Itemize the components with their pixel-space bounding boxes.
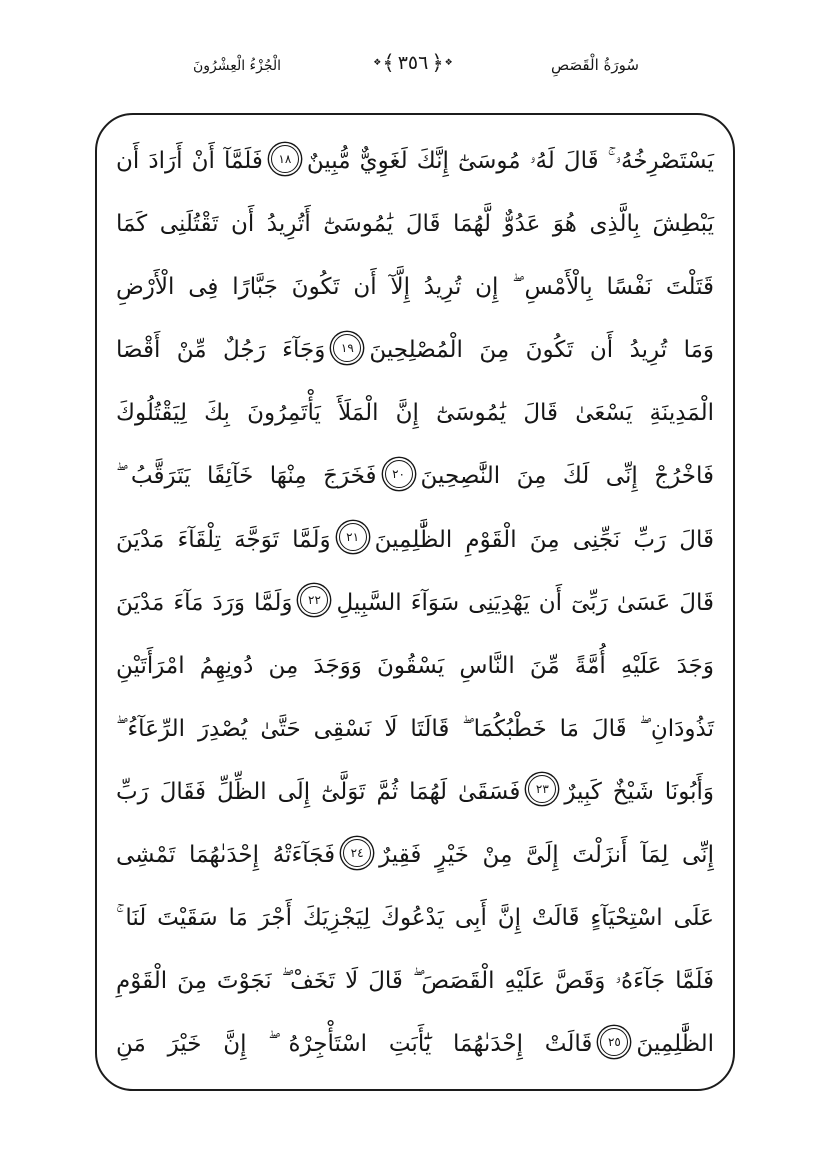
quran-text-segment: فَخَرَجَ مِنْهَا خَآئِفًا يَتَرَقَّبُ ۖ	[116, 463, 377, 490]
quran-line	[116, 1013, 714, 1076]
quran-text-segment: عَلَى اسْتِحْيَآءٍ قَالَتْ إِنَّ أَبِى يَدْعُوكَ لِيَجْزِيَكَ أَجْرَ مَا سَقَيْتَ لَنَا ۚ	[116, 905, 714, 932]
quran-line	[116, 761, 714, 824]
quran-text-segment: وَمَا تُرِيدُ أَن تَكُونَ مِنَ الْمُصْلِحِينَ	[369, 337, 714, 364]
page-number	[373, 52, 452, 74]
quran-line	[116, 887, 714, 950]
quran-text-segment: يَبْطِشَ بِالَّذِى هُوَ عَدُوٌّ لَّهُمَا قَالَ يَٰمُوسَىٰٓ أَتُرِيدُ أَن تَقْتُلَنِى كَمَا	[116, 211, 714, 238]
quran-text-segment: فَاخْرُجْ إِنِّى لَكَ مِنَ النَّٰصِحِينَ	[420, 463, 715, 490]
quran-line	[116, 509, 714, 572]
quran-line	[116, 256, 714, 319]
quran-text-segment: تَذُودَانِ ۖ قَالَ مَا خَطْبُكُمَا ۖ قَالَتَا لَا نَسْقِى حَتَّىٰ يُصْدِرَ الرِّعَآءُ ۖ	[116, 715, 714, 742]
quran-line	[116, 193, 714, 256]
quran-lines	[116, 130, 714, 1075]
juz-label: الْجُزْءُ الْعِشْرُونَ	[192, 58, 282, 74]
quran-text-segment: الْمَدِينَةِ يَسْعَىٰ قَالَ يَٰمُوسَىٰٓ إِنَّ الْمَلَأَ يَأْتَمِرُونَ بِكَ لِيَقْتُلُوكَ	[116, 400, 714, 427]
quran-text-segment: يَسْتَصْرِخُهُۥ ۚ قَالَ لَهُۥ مُوسَىٰٓ إِنَّكَ لَغَوِيٌّ مُّبِينٌ	[306, 148, 714, 174]
rosette-icon: ❖	[373, 57, 382, 68]
ayah-number-marker: ١٨	[271, 145, 299, 173]
ayah-number-marker: ٢٣	[528, 775, 556, 803]
quran-line	[116, 824, 714, 887]
ayah-number-marker: ٢٤	[343, 839, 371, 867]
quran-text-segment: فَلَمَّآ أَنْ أَرَادَ أَن	[116, 148, 263, 174]
quran-text-segment: فَجَآءَتْهُ إِحْدَىٰهُمَا تَمْشِى	[116, 842, 336, 869]
page-number-digits: ٣٥٦	[397, 52, 429, 74]
page-header	[0, 0, 826, 113]
quran-text-segment: الظَّٰلِمِينَ	[636, 1031, 714, 1058]
ayah-number-marker: ٢٥	[600, 1028, 628, 1056]
ayah-number-marker: ٢٢	[300, 586, 328, 614]
ayah-number-marker: ٢١	[339, 523, 367, 551]
quran-text-segment: وَجَآءَ رَجُلٌ مِّنْ أَقْصَا	[116, 337, 326, 364]
ayah-number-marker: ٢٠	[385, 460, 413, 488]
quran-text-segment: إِنِّى لِمَآ أَنزَلْتَ إِلَىَّ مِنْ خَيْرٍ فَقِيرٌ	[379, 842, 714, 869]
quran-line	[116, 445, 714, 508]
quran-text-segment: وَجَدَ عَلَيْهِ أُمَّةً مِّنَ النَّاسِ يَسْقُونَ وَوَجَدَ مِن دُونِهِمُ امْرَأَتَيْنِ	[116, 652, 714, 679]
quran-line	[116, 698, 714, 761]
quran-text-segment: قَالَ عَسَىٰ رَبِّىٓ أَن يَهْدِيَنِى سَوَآءَ السَّبِيلِ	[336, 589, 714, 616]
ornate-bracket-close-icon: ﴾	[382, 50, 395, 75]
quran-text-segment: وَلَمَّا وَرَدَ مَآءَ مَدْيَنَ	[116, 589, 293, 616]
quran-line	[116, 635, 714, 698]
quran-line	[116, 382, 714, 445]
quran-text-segment: فَلَمَّا جَآءَهُۥ وَقَصَّ عَلَيْهِ الْقَصَصَ ۖ قَالَ لَا تَخَفْ ۖ نَجَوْتَ مِنَ الْقَوْمِ	[116, 968, 714, 995]
quran-text-segment: قَتَلْتَ نَفْسًا بِالْأَمْسِ ۖ إِن تُرِيدُ إِلَّآ أَن تَكُونَ جَبَّارًا فِى الْأَرْضِ	[116, 274, 714, 301]
ornate-bracket-open-icon: ﴿	[431, 50, 444, 75]
quran-text-segment: فَسَقَىٰ لَهُمَا ثُمَّ تَوَلَّىٰٓ إِلَى الظِّلِّ فَقَالَ رَبِّ	[116, 778, 521, 805]
ayah-number-marker: ١٩	[333, 334, 361, 362]
quran-line	[116, 950, 714, 1013]
quran-line	[116, 572, 714, 635]
quran-line	[116, 319, 714, 382]
quran-text-segment: وَأَبُونَا شَيْخٌ كَبِيرٌ	[564, 778, 714, 805]
quran-text-segment: وَلَمَّا تَوَجَّهَ تِلْقَآءَ مَدْيَنَ	[116, 526, 331, 553]
quran-text-segment: قَالَتْ إِحْدَىٰهُمَا يَٰٓأَبَتِ اسْتَأْجِرْهُ ۖ إِنَّ خَيْرَ مَنِ	[116, 1031, 593, 1058]
rosette-icon: ❖	[444, 57, 453, 68]
surah-title: سُورَةُ الْقَصَصِ	[551, 56, 639, 74]
quran-text-segment: قَالَ رَبِّ نَجِّنِى مِنَ الْقَوْمِ الظَّٰلِمِينَ	[374, 526, 714, 553]
quran-line	[116, 130, 714, 193]
text-frame	[95, 113, 735, 1091]
